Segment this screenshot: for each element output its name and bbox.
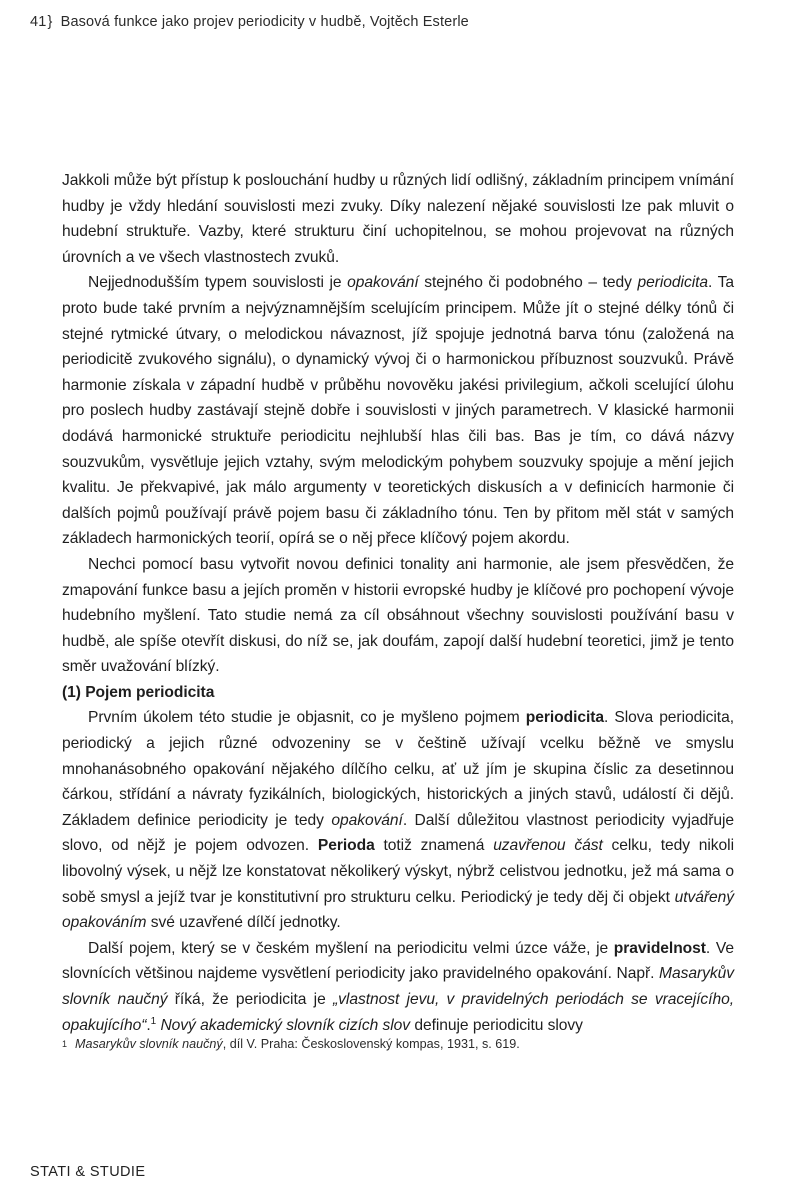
running-head-brace: } xyxy=(47,14,53,30)
paragraph-5: Další pojem, který se v českém myšlení na periodicitu velmi úzce váže, je pravidelnost. Ve slovnících většinou najdeme vysvětlení periodicity jako pravidelného opakování. Např. Masarykův slovník naučný říká, že periodicita je „vlastnost jevu, v pravidelných periodách se vracejícího, opakujícího“.$^1$ Nový akademický slovník cizích slov definuje periodicitu slovy xyxy=(62,939,734,1034)
paragraph-3: Nechci pomocí basu vytvořit novou definici tonality ani harmonie, ale jsem přesvědčen, že zmapování funkce basu a jejích proměn v historii evropské hudby je klíčové pro pochopení vývoje hudebního myšlení. Tato studie nemá za cíl obsáhnout všechny souvislosti používání basu v hudbě, ale spíše otevřít diskusi, do níž se, jak doufám, zapojí další hudební teoretici, jimž je tento směr uvažování blízký. xyxy=(62,555,734,676)
paragraph-2: Nejjednodušším typem souvislosti je opakování stejného či podobného – tedy periodicita. Ta proto bude také prvním a nejvýznamnějším scelujícím principem. Může jít o stejné délky tónů či stejné rytmické útvary, o melodickou návaznost, jíž spojuje jednotná barva tónu (založená na periodicitě zvukového signálu), o dynamický vývoj či o harmonickou příbuznost souzvuků. Právě harmonie získala v západní hudbě v průběhu novověku jakési privilegium, ačkoli scelující úlohu pro poslech hudby zastávají stejně dobře i souvislosti v jiných parametrech. V klasické harmonii dodává harmonické struktuře periodicitu nejhlubší hlas čili bas. Bas je tím, co dává názvy souzvukům, vysvětluje jejich vztahy, svým melodickým pohybem souzvuky spojuje a mění jejich kvalitu. Je překvapivé, jak málo argumenty v teoretických diskusích a v definicích harmonie či dalších pojmů používají právě pojem basu či základního tónu. Ten by přitom měl stát v samých základech harmonických teorií, opírá se o něj přece klíčový pojem akordu. xyxy=(62,274,734,548)
running-head xyxy=(30,14,469,30)
running-head-title: Basová funkce jako projev periodicity v hudbě, Vojtěch Esterle xyxy=(60,14,469,30)
paragraph-4: Prvním úkolem této studie je objasnit, co je myšleno pojmem periodicita. Slova periodicita, periodický a jejich různé odvozeniny se v češtině užívají vcelku běžně ve smyslu mnohanásobného opakování nějakého dílčího celku, ať už jím je skupina číslic za desetinnou čárkou, střídání a návraty fyzikálních, biologických, historických a jiných stavů, událostí či dějů. Základem definice periodicity je tedy opakování. Další důležitou vlastnost periodicity vyjadřuje slovo, od nějž je pojem odvozen. Perioda totiž znamená uzavřenou část celku, tedy nikoli libovolný výsek, u nějž lze konstatovat několikerý výskyt, nýbrž celistvou jednotku, jež má sama o sobě smysl a jejíž tvar je konstitutivní pro strukturu celku. Periodický je tedy děj či objekt utvářený opakováním své uzavřené dílčí jednotky. xyxy=(62,709,735,932)
footnote-number: 1 xyxy=(62,1039,68,1049)
paragraph-1: Jakkoli může být přístup k poslouchání hudby u různých lidí odlišný, základním principem vnímání hudby je vždy hledání souvislosti mezi zvuky. Díky nalezení nějaké souvislosti lze pak mluvit o hudební struktuře. Vazby, které strukturu činí uchopitelnou, se mohou projevovat na různých úrovních a ve všech vlastnostech zvuků. xyxy=(62,172,734,266)
footnote-source: Masarykův slovník naučný xyxy=(75,1037,223,1051)
article-body xyxy=(62,168,734,1038)
page-number: 41 xyxy=(30,14,47,30)
footnote-reference[interactable]: 1 xyxy=(150,1015,157,1027)
footnote xyxy=(62,1037,734,1051)
footnote-text: , díl V. Praha: Československý kompas, 1931, s. 619. xyxy=(222,1037,520,1051)
section-heading: (1) Pojem periodicita xyxy=(62,683,215,701)
section-footer: STATI & STUDIE xyxy=(30,1164,146,1180)
